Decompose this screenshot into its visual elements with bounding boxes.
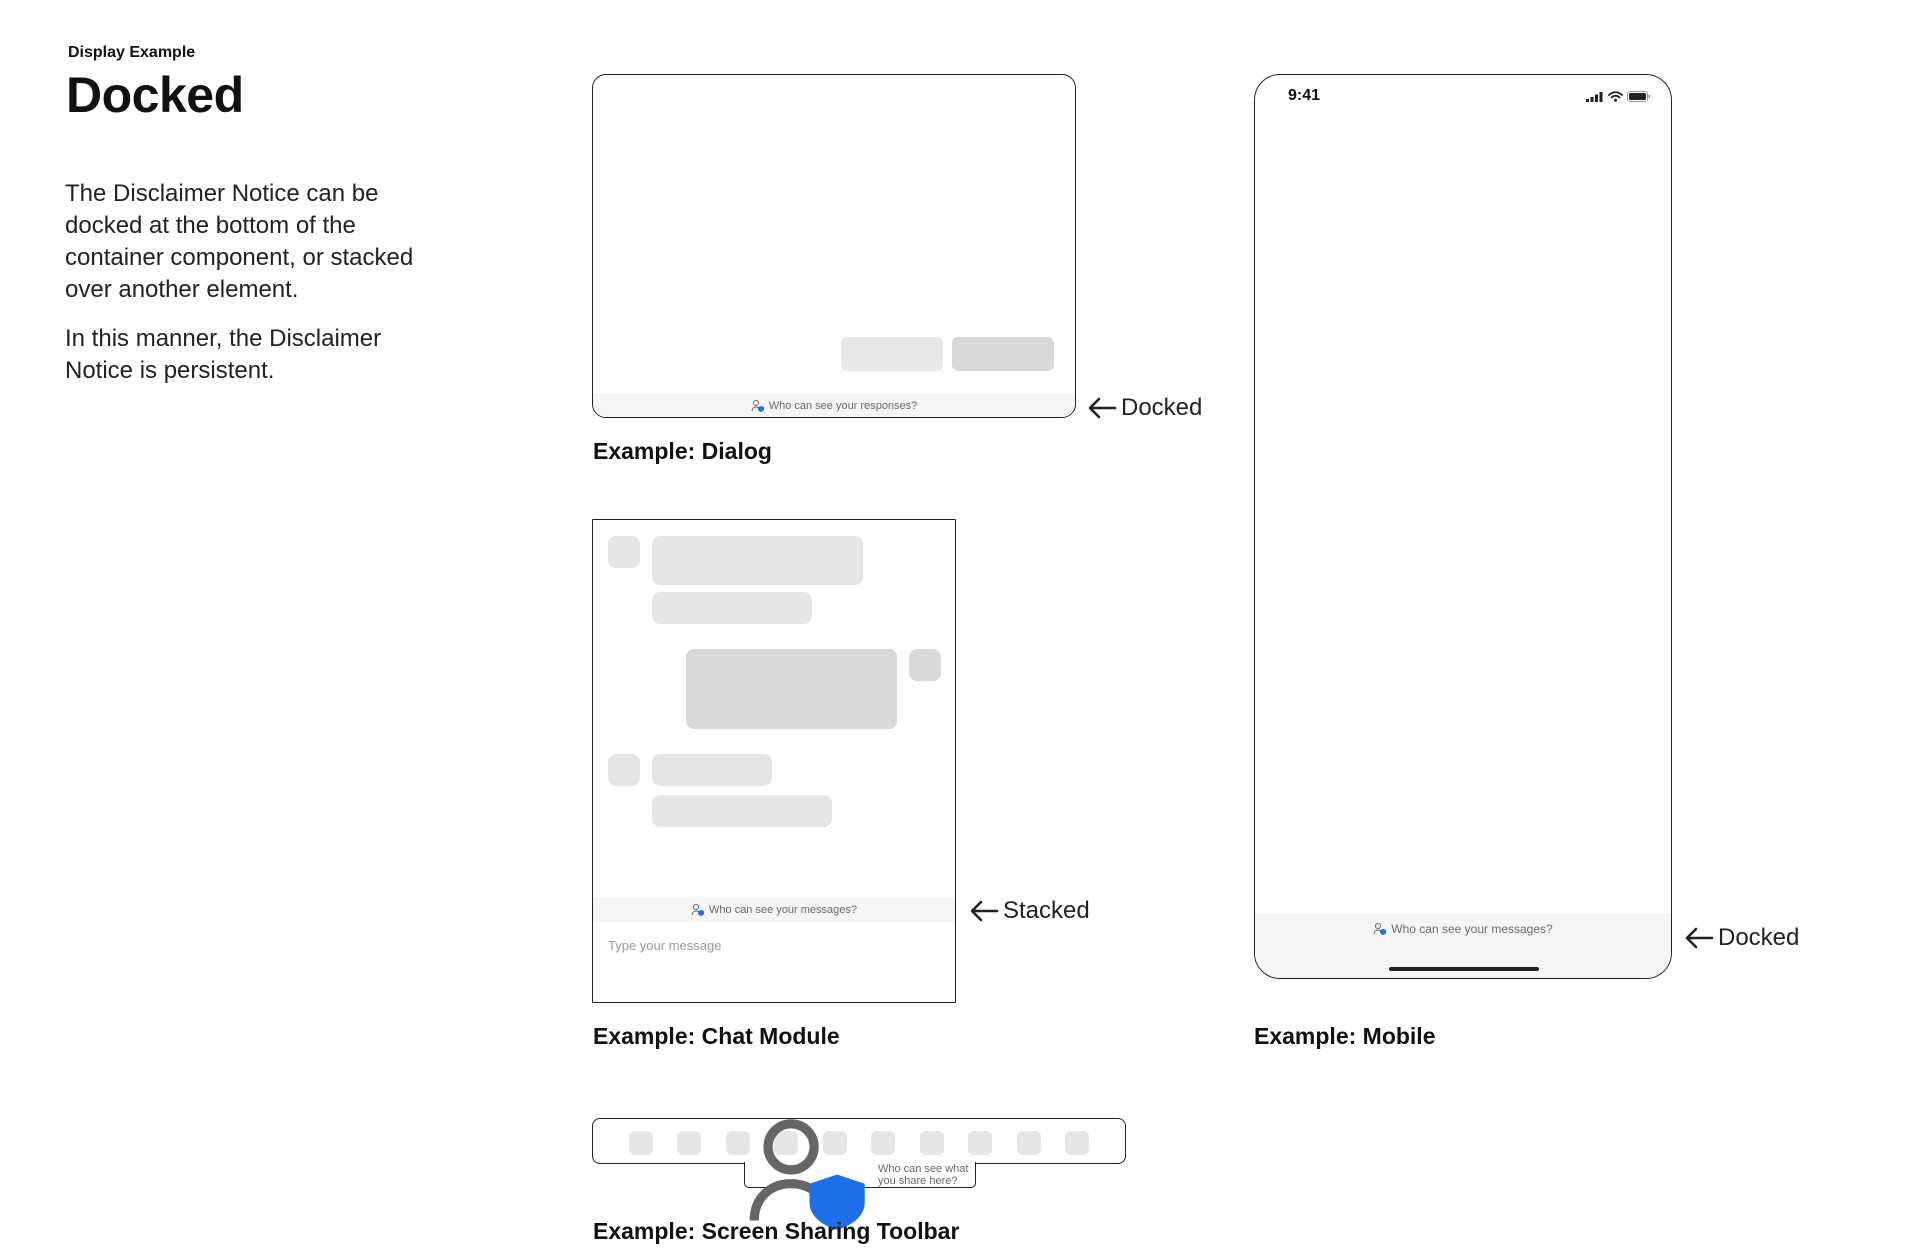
people-shield-icon <box>691 903 705 917</box>
dialog-caption: Example: Dialog <box>593 438 772 464</box>
avatar <box>608 754 640 786</box>
chat-module-frame <box>592 519 956 1003</box>
message-bubble <box>652 536 863 585</box>
toolbar-button[interactable] <box>629 1131 653 1155</box>
message-bubble <box>686 649 897 729</box>
avatar <box>608 536 640 568</box>
toolbar-caption: Example: Screen Sharing Toolbar <box>593 1218 960 1244</box>
toolbar-button[interactable] <box>1065 1131 1089 1155</box>
arrow-left-icon <box>1684 926 1714 950</box>
mobile-docked-label: Docked <box>1718 924 1800 951</box>
status-icons <box>1586 91 1651 102</box>
intro-paragraph-1: The Disclaimer Notice can be docked at the bottom of the container component, or stacked over another element. <box>65 180 414 303</box>
message-input[interactable]: Type your message <box>608 938 722 953</box>
mobile-docked-callout <box>1684 924 1799 952</box>
display-example-eyebrow: Display Example <box>68 44 196 61</box>
toolbar-button[interactable] <box>920 1131 944 1155</box>
dialog-secondary-button[interactable] <box>841 337 943 371</box>
chat-stacked-callout <box>969 897 1090 925</box>
page-title: Docked <box>66 67 244 123</box>
arrow-left-icon <box>1087 396 1117 420</box>
arrow-left-icon <box>969 899 999 923</box>
battery-icon <box>1627 91 1651 102</box>
dialog-notice-text: Who can see your responses? <box>768 399 918 412</box>
chat-stacked-label: Stacked <box>1003 897 1090 924</box>
dialog-disclaimer-notice[interactable] <box>593 394 1075 417</box>
toolbar-button[interactable] <box>871 1131 895 1155</box>
avatar <box>909 649 941 681</box>
message-bubble <box>652 592 812 624</box>
chat-notice-text: Who can see your messages? <box>709 904 857 916</box>
message-bubble <box>652 795 832 827</box>
mobile-notice-text: Who can see your messages? <box>1391 922 1553 936</box>
wifi-icon <box>1608 91 1623 102</box>
toolbar-disclaimer-notice[interactable] <box>744 1162 976 1188</box>
chat-disclaimer-notice[interactable] <box>593 898 955 922</box>
dialog-docked-label: Docked <box>1121 394 1203 421</box>
intro-paragraph-2: In this manner, the Disclaimer Notice is persistent. <box>65 325 382 384</box>
chat-caption: Example: Chat Module <box>593 1023 840 1049</box>
dialog-frame <box>592 74 1076 418</box>
people-shield-icon <box>1373 922 1387 936</box>
people-shield-icon <box>751 399 765 413</box>
message-bubble <box>652 754 772 786</box>
dialog-docked-callout <box>1087 394 1202 422</box>
cellular-signal-icon <box>1586 92 1604 102</box>
toolbar-notice-text: Who can see what you share here? <box>877 1162 969 1187</box>
home-indicator <box>1389 967 1539 971</box>
dialog-primary-button[interactable] <box>952 337 1054 371</box>
toolbar-button[interactable] <box>1017 1131 1041 1155</box>
status-time: 9:41 <box>1288 87 1321 104</box>
toolbar-button[interactable] <box>677 1131 701 1155</box>
mobile-caption: Example: Mobile <box>1254 1023 1436 1049</box>
toolbar-button[interactable] <box>968 1131 992 1155</box>
mobile-frame <box>1254 74 1672 979</box>
